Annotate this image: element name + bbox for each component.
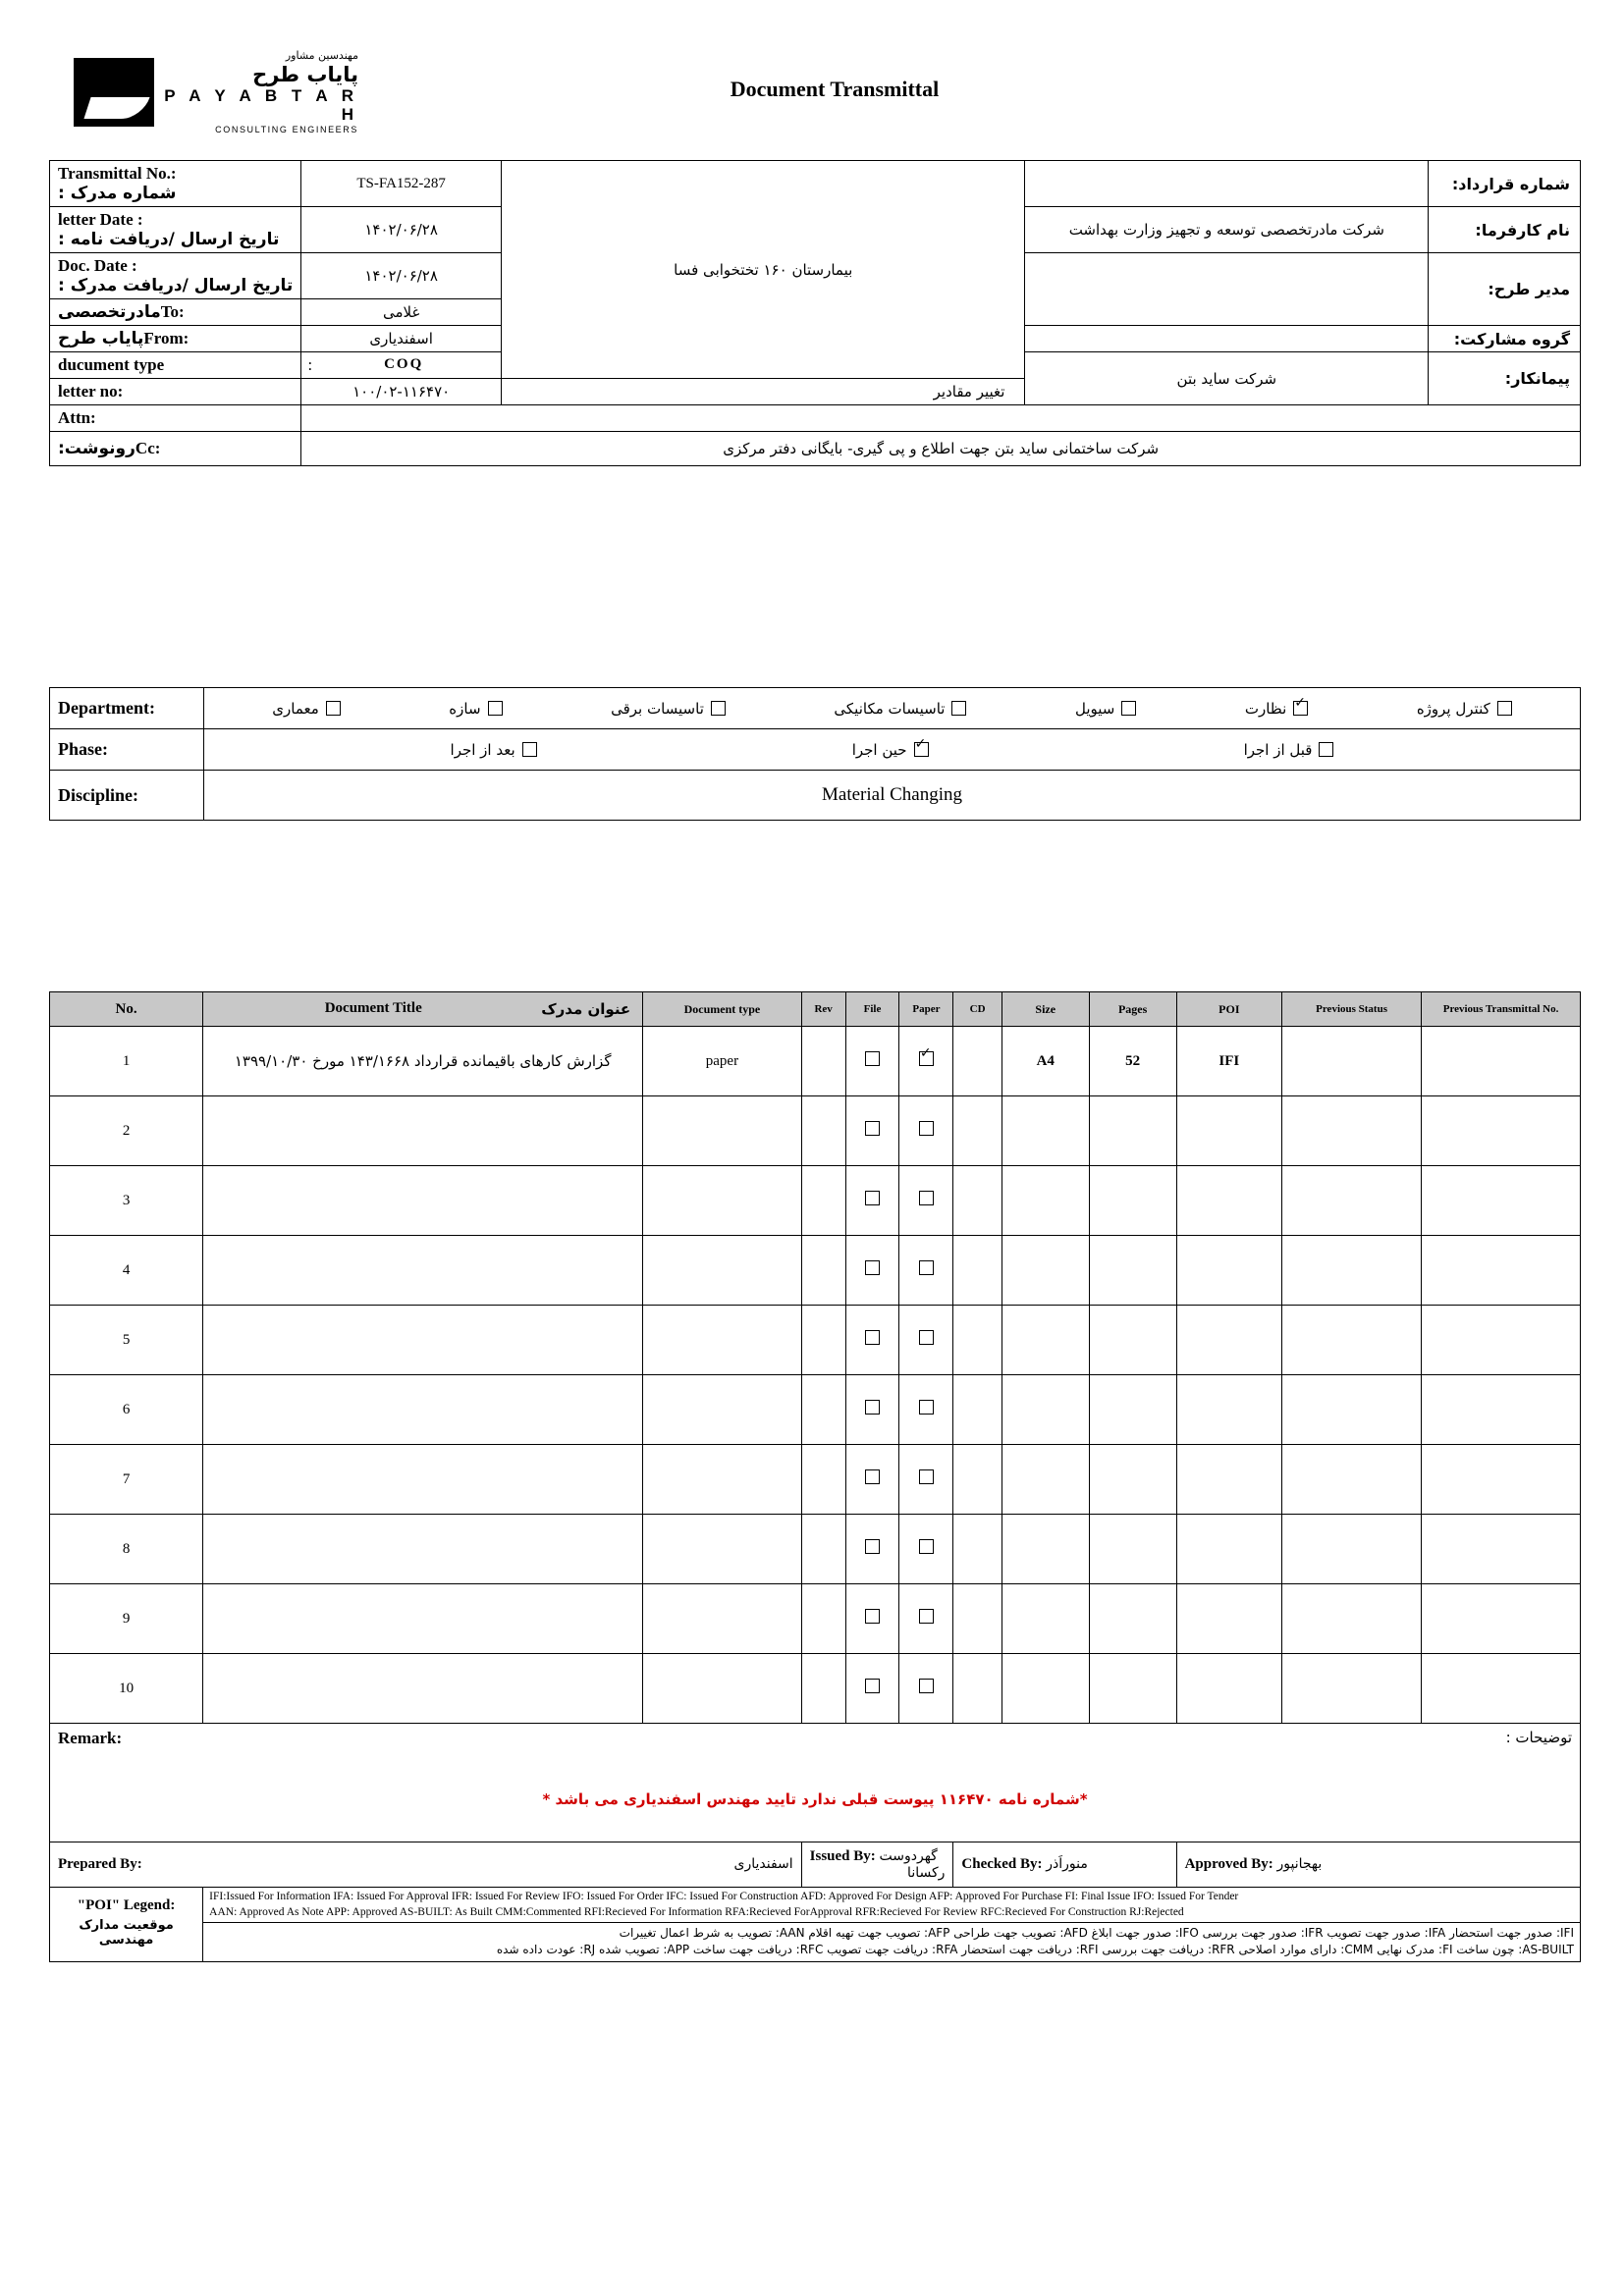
label-project-manager: مدیر طرح: [1429,253,1581,326]
department-option-architecture[interactable]: معماری [272,700,341,718]
cell-size[interactable] [1001,1166,1089,1236]
label-cc: Cc: رونوشت: [50,432,301,466]
cell-rev[interactable] [801,1515,845,1584]
checkbox-paper[interactable] [919,1051,934,1066]
cell-no: 3 [50,1166,203,1236]
cell-size[interactable] [1001,1306,1089,1375]
value-transmittal-no[interactable]: TS-FA152-287 [301,161,502,207]
cell-poi[interactable] [1176,1584,1281,1654]
cell-document-type[interactable] [643,1375,801,1445]
cell-paper[interactable] [899,1515,953,1584]
remark-row [50,1724,1581,1842]
info-row-attn [50,405,1581,432]
cell-no: 6 [50,1375,203,1445]
cell-previous-status[interactable] [1282,1654,1422,1724]
cell-cd[interactable] [953,1027,1001,1096]
cell-cd[interactable] [953,1166,1001,1236]
label-from: From: پایاب طرح [50,326,301,352]
logo-line-1: مهندسین مشاور [285,48,358,62]
cell-size[interactable] [1001,1654,1089,1724]
cell-rev[interactable] [801,1236,845,1306]
checkbox-electrical[interactable] [711,701,726,716]
prepared-by[interactable]: Prepared By: اسفندیاری [50,1842,802,1888]
cell-previous-status[interactable] [1282,1096,1422,1166]
checkbox-file[interactable] [865,1260,880,1275]
checkbox-phase-before[interactable] [1319,742,1333,757]
cell-cd[interactable] [953,1584,1001,1654]
cell-cd[interactable] [953,1515,1001,1584]
cell-previous-status[interactable] [1282,1166,1422,1236]
col-document-title: Document Title عنوان مدرک [203,992,643,1027]
checkbox-file[interactable] [865,1539,880,1554]
transmittal-info-block [49,160,1581,466]
cell-size[interactable] [1001,1236,1089,1306]
cell-size[interactable]: A4 [1001,1027,1089,1096]
documents-table-header [50,992,1581,1027]
table-row [50,1027,1581,1096]
cell-size[interactable] [1001,1584,1089,1654]
cell-document-type[interactable] [643,1236,801,1306]
remark-label: Remark: [58,1729,123,1747]
phase-option-before[interactable]: قبل از اجرا [1244,741,1334,759]
cell-size[interactable] [1001,1515,1089,1584]
cell-file[interactable] [845,1445,899,1515]
cell-paper[interactable] [899,1306,953,1375]
cell-rev[interactable] [801,1306,845,1375]
cell-previous-status[interactable] [1282,1515,1422,1584]
value-contract-no[interactable] [1025,161,1429,207]
checkbox-file[interactable] [865,1400,880,1415]
classification-block [49,687,1581,821]
checkbox-file[interactable] [865,1609,880,1624]
phase-option-after[interactable]: بعد از اجرا [451,741,537,759]
logo-line-2: پایاب طرح [252,62,358,86]
cell-document-type[interactable] [643,1306,801,1375]
department-option-project-control[interactable]: کنترل پروژه [1417,700,1512,718]
checkbox-paper[interactable] [919,1469,934,1484]
value-letter-date[interactable]: ۱۴۰۲/۰۶/۲۸ [301,207,502,253]
cell-document-type[interactable] [643,1654,801,1724]
cell-paper[interactable] [899,1027,953,1096]
cell-pages[interactable] [1089,1236,1176,1306]
label-contractor: پیمانکار: [1429,352,1581,405]
checkbox-file[interactable] [865,1191,880,1205]
cell-size[interactable] [1001,1096,1089,1166]
cell-previous-status[interactable] [1282,1027,1422,1096]
cell-cd[interactable] [953,1445,1001,1515]
cell-poi[interactable] [1176,1166,1281,1236]
col-paper: Paper [899,992,953,1027]
cell-file[interactable] [845,1096,899,1166]
signature-row [50,1842,1581,1888]
cell-previous-status[interactable] [1282,1445,1422,1515]
label-contract-no: شماره قرارداد: [1429,161,1581,207]
cell-document-title[interactable] [203,1236,643,1306]
col-rev: Rev [801,992,845,1027]
remark-cell[interactable] [50,1724,1581,1842]
checkbox-paper[interactable] [919,1400,934,1415]
cell-file[interactable] [845,1654,899,1724]
cell-file[interactable] [845,1306,899,1375]
phase-row [50,729,1581,771]
logo-mark-icon [74,58,154,127]
cell-previous-transmittal-no[interactable] [1422,1445,1581,1515]
checkbox-file[interactable] [865,1330,880,1345]
cell-pages[interactable] [1089,1584,1176,1654]
cell-size[interactable] [1001,1445,1089,1515]
cell-document-title[interactable] [203,1375,643,1445]
col-previous-transmittal-no: Previous Transmittal No. [1422,992,1581,1027]
cell-pages[interactable] [1089,1166,1176,1236]
label-department: Department: [50,688,204,729]
checkbox-supervision[interactable] [1293,701,1308,716]
cell-rev[interactable] [801,1096,845,1166]
cell-cd[interactable] [953,1375,1001,1445]
value-joint-venture[interactable] [1025,326,1429,352]
info-row-transmittal-no [50,161,1581,207]
cell-previous-transmittal-no[interactable] [1422,1306,1581,1375]
cell-rev[interactable] [801,1445,845,1515]
cell-document-title[interactable] [203,1515,643,1584]
checkbox-paper[interactable] [919,1260,934,1275]
cell-previous-transmittal-no[interactable] [1422,1584,1581,1654]
cell-previous-transmittal-no[interactable] [1422,1375,1581,1445]
cell-no: 4 [50,1236,203,1306]
value-from[interactable]: اسفندیاری [301,326,502,352]
cell-poi[interactable] [1176,1096,1281,1166]
table-row [50,1306,1581,1375]
value-cc[interactable]: شرکت ساختمانی ساید بتن جهت اطلاع و پی گیری- بایگانی دفتر مرکزی [301,432,1581,466]
info-row-cc [50,432,1581,466]
table-row [50,1236,1581,1306]
cell-poi[interactable]: IFI [1176,1027,1281,1096]
cell-document-title[interactable]: گزارش کارهای باقیمانده قرارداد ۱۴۳/۱۶۶۸ مورخ ۱۳۹۹/۱۰/۳۰ [203,1027,643,1096]
cell-paper[interactable] [899,1375,953,1445]
checkbox-file[interactable] [865,1121,880,1136]
cell-pages[interactable] [1089,1515,1176,1584]
table-row [50,1445,1581,1515]
checkbox-structure[interactable] [488,701,503,716]
cell-previous-status[interactable] [1282,1584,1422,1654]
value-contractor[interactable]: شرکت ساید بتن [1025,352,1429,405]
col-poi: POI [1176,992,1281,1027]
cell-previous-transmittal-no[interactable] [1422,1236,1581,1306]
cell-document-type[interactable]: paper [643,1027,801,1096]
col-previous-status: Previous Status [1282,992,1422,1027]
cell-cd[interactable] [953,1096,1001,1166]
department-option-supervision[interactable]: ✓ نظارت [1245,700,1308,718]
checkbox-project-control[interactable] [1497,701,1512,716]
checkbox-phase-after[interactable] [522,742,537,757]
checkbox-paper[interactable] [919,1539,934,1554]
cell-paper[interactable] [899,1096,953,1166]
cell-size[interactable] [1001,1375,1089,1445]
department-option-civil[interactable]: سیویل [1075,700,1136,718]
col-pages: Pages [1089,992,1176,1027]
company-logo [74,47,358,137]
cell-no: 8 [50,1515,203,1584]
value-doc-date[interactable]: ۱۴۰۲/۰۶/۲۸ [301,253,502,299]
table-row [50,1096,1581,1166]
cell-previous-transmittal-no[interactable] [1422,1654,1581,1724]
col-no: No. [50,992,203,1027]
cell-cd[interactable] [953,1306,1001,1375]
cell-no: 1 [50,1027,203,1096]
cell-no: 2 [50,1096,203,1166]
phase-options [204,729,1581,771]
cell-document-type[interactable] [643,1096,801,1166]
cell-pages[interactable] [1089,1445,1176,1515]
table-row [50,1375,1581,1445]
cell-file[interactable] [845,1375,899,1445]
table-row [50,1584,1581,1654]
checkbox-paper[interactable] [919,1191,934,1205]
cell-poi[interactable] [1176,1654,1281,1724]
label-transmittal-no: Transmittal No.: شماره مدرک : [50,161,301,207]
cell-poi[interactable] [1176,1236,1281,1306]
cell-no: 5 [50,1306,203,1375]
label-doc-date: Doc. Date : تاریخ ارسال /دریافت مدرک : [50,253,301,299]
cell-document-type[interactable] [643,1584,801,1654]
cell-rev[interactable] [801,1584,845,1654]
department-option-structure[interactable]: سازه [449,700,502,718]
department-option-mechanical[interactable]: تاسیسات مکانیکی [834,700,966,718]
legend-lines-fa: IFI: صدور جهت استحضار IFA: صدور جهت تصویب IFR: صدور جهت بررسی IFO: صدور جهت ابلاغ AFD: تصویب جهت طراحی AFP: تصویب جهت تهیه اقلام AAN: تصویب به شرط اعمال تغییرات AS-BUILT: چون ساخت FI: مدرک نهایی CMM: دارای موارد اصلاحی RFR: دریافت جهت بررسی RFI: دریافت جهت استحضار RFA: دریافت جهت تصویب RFC: دریافت جهت ساخت APP: تصویب شده RJ: عودت داده شده [203,1923,1581,1962]
label-phase: Phase: [50,729,204,771]
value-discipline[interactable]: Material Changing [204,771,1581,821]
cell-previous-transmittal-no[interactable] [1422,1027,1581,1096]
cell-poi[interactable] [1176,1515,1281,1584]
col-file: File [845,992,899,1027]
cell-previous-status[interactable] [1282,1306,1422,1375]
checkbox-paper[interactable] [919,1121,934,1136]
cell-pages[interactable] [1089,1375,1176,1445]
label-document-type: ducument type [50,352,301,379]
logo-line-3: P A Y A B T A R H [164,85,358,125]
cell-file[interactable] [845,1236,899,1306]
checkbox-file[interactable] [865,1469,880,1484]
logo-line-4: CONSULTING ENGINEERS [215,124,358,134]
checkbox-civil[interactable] [1121,701,1136,716]
checked-by[interactable]: Checked By: منوراَذر [953,1842,1176,1888]
cell-document-title[interactable] [203,1166,643,1236]
table-row [50,1166,1581,1236]
issued-by[interactable]: Issued By: گهردوست ركسانا [801,1842,953,1888]
legend-lines-en: IFI:Issued For Information IFA: Issued For Approval IFR: Issued For Review IFO: Issued For Order IFC: Issued For Construction AFD: Approved For Design AFP: Approved For Purchase FI: Final Issue IFO: Issued For Tender AAN: Approved As Note APP: Approved AS-BUILT: As Built CMM:Commented RFI:Recieved For Information RFA:Recieved ForApproval RFR:Recieved For Review RFC:Recieved For Construction RJ:Rejected [203,1888,1581,1923]
cell-paper[interactable] [899,1236,953,1306]
remark-label-fa: توضیحات : [1505,1729,1572,1746]
cell-rev[interactable] [801,1166,845,1236]
label-letter-no: letter no: [50,379,301,405]
cell-cd[interactable] [953,1654,1001,1724]
label-attn: Attn: [50,405,301,432]
cell-file[interactable] [845,1515,899,1584]
cell-pages[interactable] [1089,1654,1176,1724]
label-discipline: Discipline: [50,771,204,821]
cell-paper[interactable] [899,1654,953,1724]
cell-pages[interactable] [1089,1096,1176,1166]
cell-previous-transmittal-no[interactable] [1422,1166,1581,1236]
legend-label-fa: موقعیت مدارک مهندسی [79,1917,174,1948]
cell-poi[interactable] [1176,1306,1281,1375]
cell-document-title[interactable] [203,1584,643,1654]
checkbox-paper[interactable] [919,1609,934,1624]
cell-file[interactable] [845,1166,899,1236]
checkbox-paper[interactable] [919,1330,934,1345]
value-attn[interactable] [301,405,1581,432]
cell-no: 10 [50,1654,203,1724]
cell-previous-status[interactable] [1282,1236,1422,1306]
value-letter-no[interactable]: ۱۰۰/۰۲-۱۱۶۴۷۰ [301,379,502,405]
col-size: Size [1001,992,1089,1027]
cell-paper[interactable] [899,1584,953,1654]
checkbox-architecture[interactable] [326,701,341,716]
cell-rev[interactable] [801,1027,845,1096]
cell-document-title[interactable] [203,1096,643,1166]
value-document-type[interactable]: COQ : [301,352,502,379]
cell-cd[interactable] [953,1236,1001,1306]
table-row [50,1515,1581,1584]
value-project-manager[interactable] [1025,253,1429,326]
value-employer-name[interactable]: شرکت مادرتخصصی توسعه و تجهیز وزارت بهداشت [1025,207,1429,253]
checkbox-file[interactable] [865,1679,880,1693]
cell-pages[interactable]: 52 [1089,1027,1176,1096]
project-name: بیمارستان ۱۶۰ تختخوابی فسا [502,161,1025,379]
cell-pages[interactable] [1089,1306,1176,1375]
cell-paper[interactable] [899,1445,953,1515]
department-options [204,688,1581,729]
cell-paper[interactable] [899,1166,953,1236]
checkbox-paper[interactable] [919,1679,934,1693]
cell-previous-transmittal-no[interactable] [1422,1096,1581,1166]
cell-file[interactable] [845,1027,899,1096]
label-employer-name: نام کارفرما: [1429,207,1581,253]
cell-document-title[interactable] [203,1445,643,1515]
cell-rev[interactable] [801,1375,845,1445]
col-cd: CD [953,992,1001,1027]
cell-no: 9 [50,1584,203,1654]
cell-document-title[interactable] [203,1654,643,1724]
cell-previous-status[interactable] [1282,1375,1422,1445]
label-letter-date: letter Date : تاریخ ارسال /دریافت نامه : [50,207,301,253]
cell-no: 7 [50,1445,203,1515]
checkbox-file[interactable] [865,1051,880,1066]
col-document-type: Document type [643,992,801,1027]
cell-document-type[interactable] [643,1445,801,1515]
cell-rev[interactable] [801,1654,845,1724]
label-joint-venture: گروه مشارکت: [1429,326,1581,352]
cell-poi[interactable] [1176,1375,1281,1445]
phase-option-during[interactable]: ✓ حین اجرا [852,741,929,759]
remark-note: *شماره نامه ۱۱۶۴۷۰ پیوست قبلی ندارد تایید مهندس اسفندیاری می باشد * [542,1790,1088,1808]
label-to: To: مادرتخصصی [50,299,301,326]
documents-block [49,991,1581,1962]
approved-by[interactable]: Approved By: بهجانپور [1176,1842,1580,1888]
cell-document-type[interactable] [643,1166,801,1236]
cell-file[interactable] [845,1584,899,1654]
checkbox-phase-during[interactable] [914,742,929,757]
department-row [50,688,1581,729]
discipline-row [50,771,1581,821]
legend-label: "POI" Legend: موقعیت مدارک مهندسی [50,1888,203,1962]
legend-row-fa [50,1923,1581,1962]
value-to[interactable]: غلامی [301,299,502,326]
cell-poi[interactable] [1176,1445,1281,1515]
page-title: Document Transmittal [730,77,940,101]
cell-document-type[interactable] [643,1515,801,1584]
checkbox-mechanical[interactable] [951,701,966,716]
value-document-type-fa: تغییر مقادیر [502,379,1025,405]
legend-row-en [50,1888,1581,1923]
cell-document-title[interactable] [203,1306,643,1375]
table-row [50,1654,1581,1724]
page-header [49,39,1581,147]
department-option-electrical[interactable]: تاسیسات برقی [611,700,726,718]
cell-previous-transmittal-no[interactable] [1422,1515,1581,1584]
